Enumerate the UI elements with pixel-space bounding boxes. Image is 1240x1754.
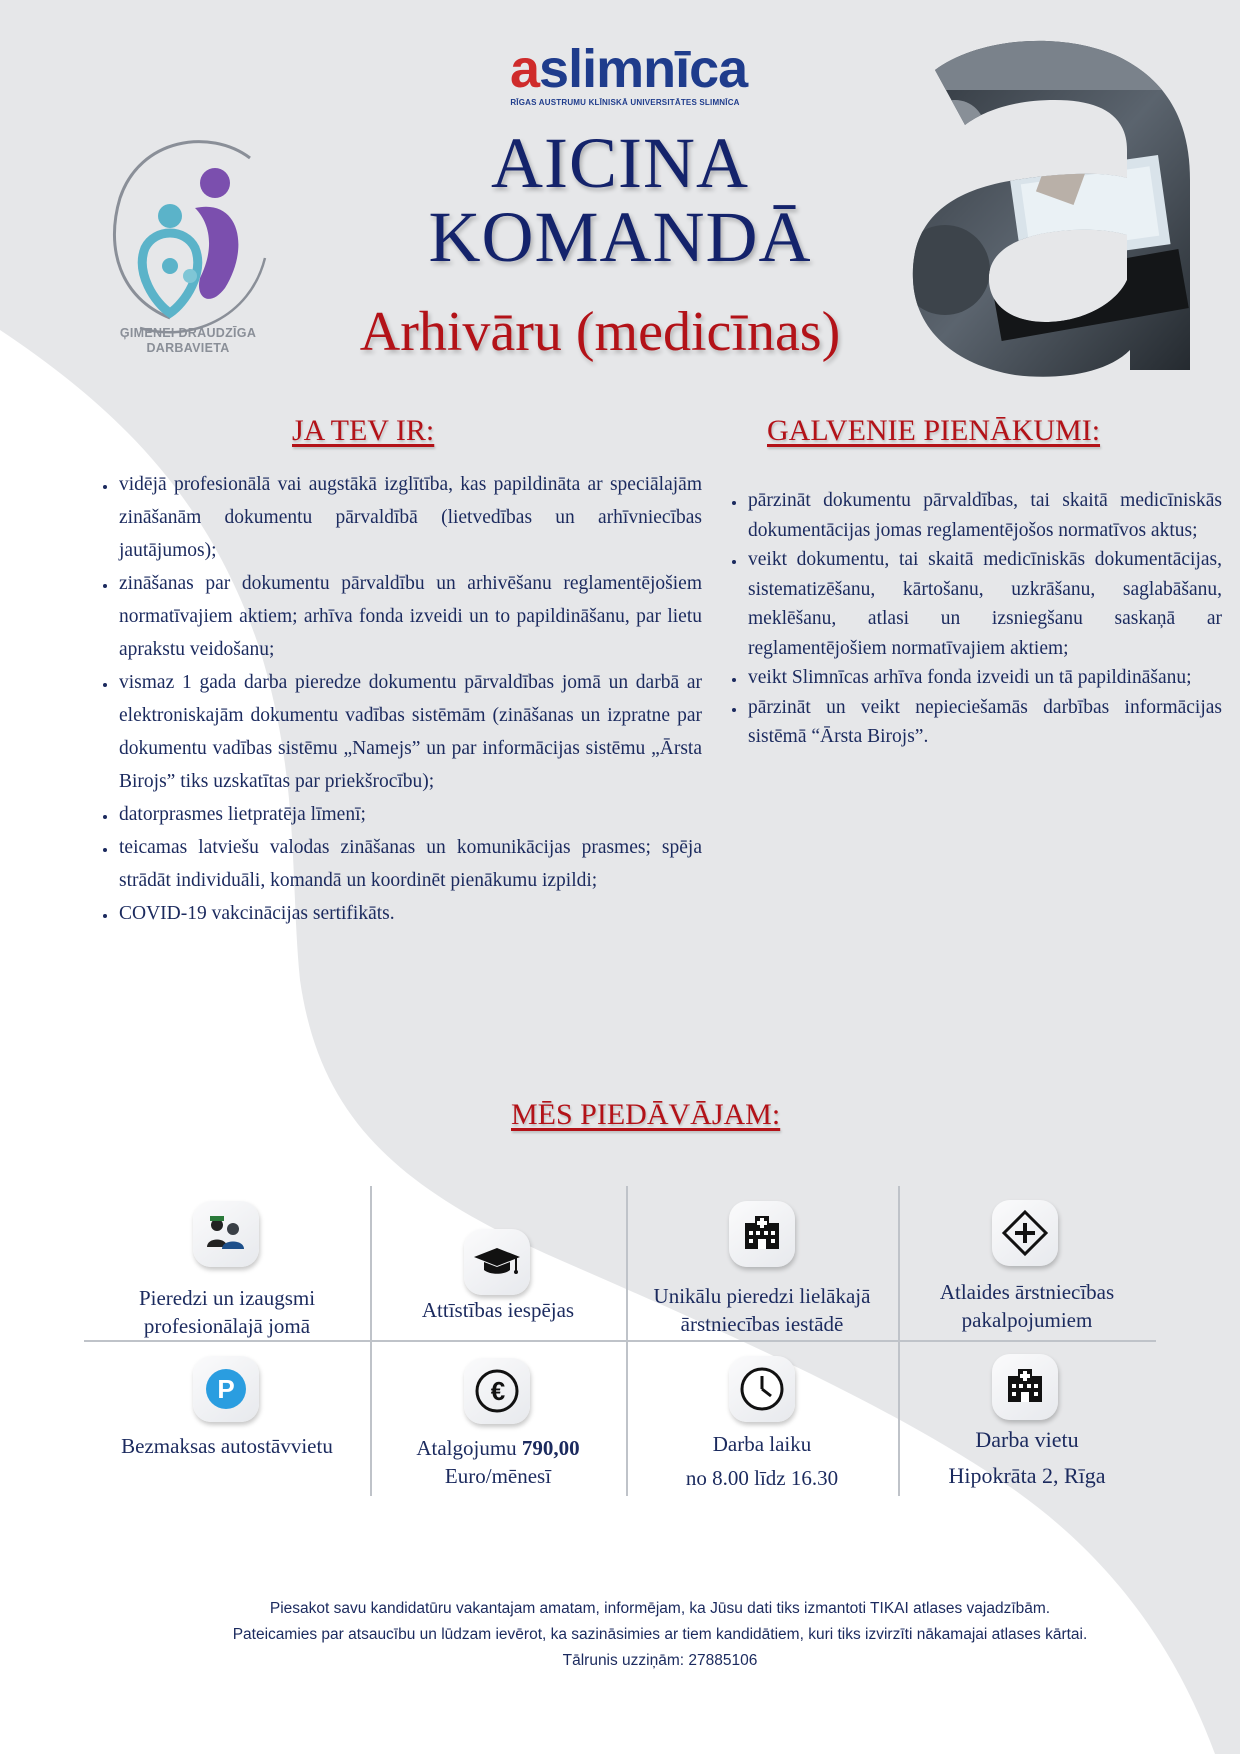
logo-word: slimnīca <box>539 39 748 99</box>
offer-label-line1: Pieredzi un izaugsmi <box>138 1286 316 1310</box>
title-line2: KOMANDĀ <box>428 197 812 277</box>
page-title <box>340 123 900 277</box>
svg-text:P: P <box>217 1374 235 1404</box>
requirements-list <box>80 468 702 930</box>
salary-value: 790,00 <box>521 1436 580 1460</box>
parking-icon <box>193 1356 259 1422</box>
grid-divider <box>84 1340 1156 1342</box>
requirement-item: • vismaz 1 gada darba pieredze dokumentu pārvaldības jomā un darbā ar elektroniskajām dokumentu vadības sistēmām (zināšanas un izpratne par dokumentu vadības sistēmu „Namejs” un par informācijas sistēmu „Ārsta Birojs” tiks uzskatītas par priekšrocību); <box>117 666 702 798</box>
duty-item: • pārzināt dokumentu pārvaldības, tai skaitā medicīniskās dokumentācijas jomas reglamentējošos normatīvos aktus; <box>746 486 1222 545</box>
svg-text:€: € <box>490 1376 506 1406</box>
hospital-icon <box>729 1201 795 1267</box>
hospital-logo <box>510 39 748 107</box>
offer-label-line1: Unikālu pieredzi lielākajā <box>653 1284 871 1308</box>
offer-grid <box>84 1186 1156 1496</box>
footer-line2: Pateicamies par atsaucību un lūdzam ievērot, ka sazināsimies ar tiem kandidātiem, kuri tiks izvirzīti nākamajai atlases kārtai. <box>232 1626 1088 1643</box>
offer-label-line1: Darba vietu <box>975 1427 1079 1452</box>
offer-item-experience <box>84 1284 370 1340</box>
family-friendly-line1: ĢIMENEI DRAUDZĪGA <box>119 326 257 340</box>
clock-icon <box>729 1356 795 1422</box>
offer-item-salary <box>370 1434 626 1490</box>
offer-item-working-hours <box>626 1430 898 1492</box>
family-friendly-label <box>98 326 278 356</box>
logo-prefix: a <box>510 39 540 99</box>
duty-item: • pārzināt un veikt nepieciešamās darbības informācijas sistēmā “Ārsta Birojs”. <box>746 693 1222 752</box>
offer-label-line2: pakalpojumiem <box>961 1308 1093 1332</box>
graduation-cap-icon <box>464 1229 530 1295</box>
professionals-icon <box>193 1201 259 1267</box>
title-line1: AICINA <box>491 123 749 203</box>
job-position-title: Arhivāru (medicīnas) <box>359 301 841 363</box>
requirements-heading: JA TEV IR: <box>292 414 435 447</box>
offer-item-discounts <box>898 1278 1156 1334</box>
offer-heading: MĒS PIEDĀVĀJAM: <box>511 1098 781 1131</box>
requirement-item: • teicamas latviešu valodas zināšanas un komunikācijas prasmes; spēja strādāt individuāli, komandā un koordinēt pienākumu izpildi; <box>117 831 702 897</box>
offer-item-workplace <box>898 1426 1156 1490</box>
requirement-item: • datorprasmes lietpratēja līmenī; <box>117 798 702 831</box>
offer-label-line2: ārstniecības iestādē <box>680 1312 844 1336</box>
requirement-item: • vidējā profesionālā vai augstākā izglītība, kas papildināta ar speciālajām zināšanām dokumentu pārvaldībā (lietvedības un arhīvniecības jautājumos); <box>117 468 702 567</box>
offer-label-line1: Attīstības iespējas <box>421 1298 575 1322</box>
brand-letter-a-photo <box>905 30 1215 380</box>
offer-item-development <box>370 1296 626 1324</box>
duty-item: • veikt Slimnīcas arhīva fonda izveidi un tā papildināšanu; <box>746 663 1222 693</box>
offer-label-line1: Atlaides ārstniecības <box>939 1280 1115 1304</box>
requirement-item: • zināšanas par dokumentu pārvaldību un arhivēšanu reglamentējošiem normatīvajiem aktiem; arhīva fonda izveidi un to papildināšanu, par lietu aprakstu veidošanu; <box>117 567 702 666</box>
offer-label-line2: profesionālajā jomā <box>143 1314 311 1338</box>
euro-icon <box>464 1358 530 1424</box>
footer-line1: Piesakot savu kandidatūru vakantajam amatam, informējam, ka Jūsu dati tiks izmantoti TIKAI atlases vajadzībām. <box>269 1600 1051 1617</box>
salary-prefix: Atalgojumu <box>416 1436 522 1460</box>
workplace-hospital-icon <box>992 1354 1058 1420</box>
requirement-item: • COVID-19 vakcinācijas sertifikāts. <box>117 897 702 930</box>
footer-notice <box>180 1596 1140 1674</box>
duties-list <box>710 486 1222 752</box>
offer-label-line1: Darba laiku <box>712 1432 812 1456</box>
offer-label-line2: Hipokrāta 2, Rīga <box>948 1463 1106 1488</box>
offer-item-unique-experience <box>626 1282 898 1338</box>
medical-cross-icon <box>992 1200 1058 1266</box>
offer-label-line2: no 8.00 līdz 16.30 <box>685 1466 839 1490</box>
duties-heading: GALVENIE PIENĀKUMI: <box>767 414 1101 447</box>
logo-subtitle: RĪGAS AUSTRUMU KLĪNISKĀ UNIVERSITĀTES SLIMNĪCA <box>510 98 740 107</box>
offer-label-line2: Euro/mēnesī <box>444 1464 552 1488</box>
duty-item: • veikt dokumentu, tai skaitā medicīniskās dokumentācijas, sistematizēšanu, kārtošanu, uzkrāšanu, saglabāšanu, meklēšanu, atlasi un izsniegšanu saskaņā ar reglamentējošiem normatīvajiem aktiem; <box>746 545 1222 663</box>
offer-item-parking <box>84 1432 370 1460</box>
footer-phone: Tālrunis uzziņām: 27885106 <box>562 1652 758 1669</box>
family-friendly-line2: DARBAVIETA <box>146 341 230 355</box>
offer-label-line1: Bezmaksas autostāvvietu <box>121 1434 333 1458</box>
